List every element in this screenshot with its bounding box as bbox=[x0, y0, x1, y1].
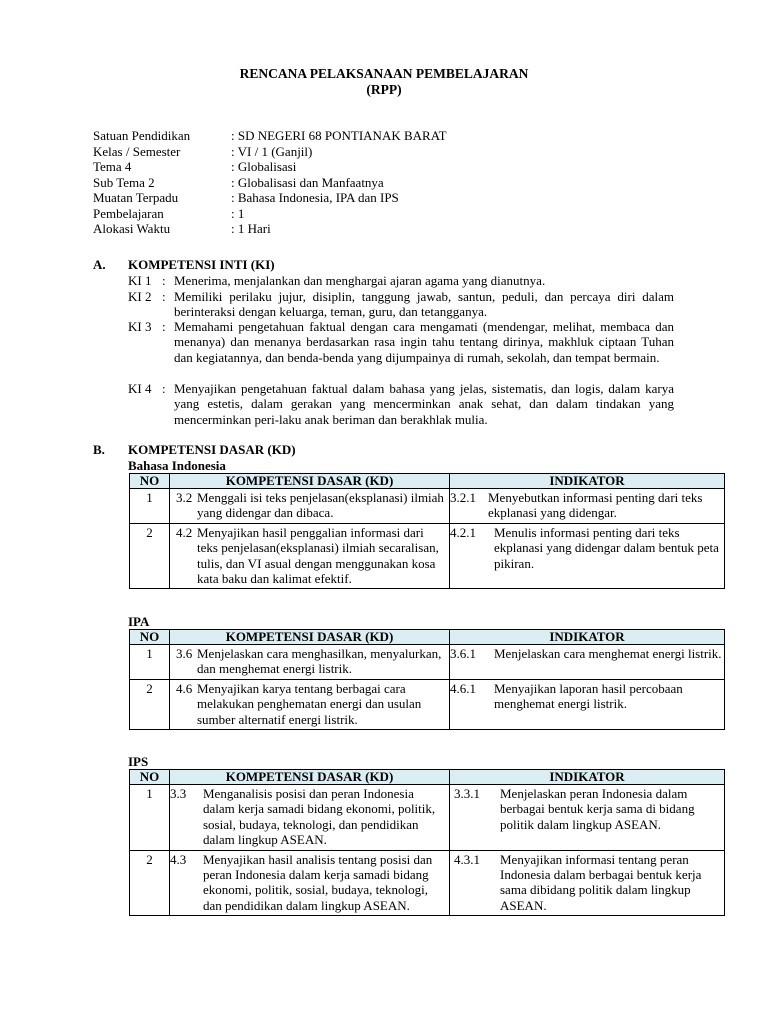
header-no: NO bbox=[130, 474, 170, 489]
indikator-cell bbox=[450, 679, 725, 729]
identity-row bbox=[93, 175, 384, 191]
indikator-number: 3.2.1 bbox=[450, 490, 476, 505]
ki-item bbox=[128, 289, 674, 320]
table-row bbox=[130, 645, 725, 680]
kd-cell bbox=[170, 645, 450, 680]
kd-number: 3.6 bbox=[176, 646, 193, 661]
section-title: KOMPETENSI INTI (KI) bbox=[128, 257, 275, 272]
ki-item bbox=[128, 381, 674, 427]
row-no: 1 bbox=[130, 489, 170, 524]
kd-cell bbox=[170, 785, 450, 851]
kd-text: Menyajikan hasil analisis tentang posisi dan peran Indonesia dalam kerja samadi bidang ekonomi, politik, sosial, budaya, teknologi, dan pendidikan dalam lingkup ASEAN. bbox=[203, 851, 433, 913]
kd-text: Menjelaskan cara menghasilkan, menyalurkan, dan menghemat energi listrik. bbox=[197, 646, 442, 677]
row-no: 2 bbox=[130, 523, 170, 589]
header-indikator: INDIKATOR bbox=[450, 630, 725, 645]
ki-code: KI 3 bbox=[128, 319, 152, 334]
table-row bbox=[130, 785, 725, 851]
indikator-text: Menyajikan laporan hasil percobaan menghemat energi listrik. bbox=[494, 680, 683, 712]
identity-value: : 1 bbox=[231, 205, 245, 221]
table-header-row bbox=[130, 474, 725, 489]
table-row bbox=[130, 489, 725, 524]
table-header-row bbox=[130, 770, 725, 785]
indikator-cell bbox=[450, 645, 725, 680]
row-no: 1 bbox=[130, 785, 170, 851]
table-header-row bbox=[130, 630, 725, 645]
indikator-number: 4.6.1 bbox=[450, 680, 476, 696]
ki-text: Memahami pengetahuan faktual dengan cara mengamati (mendengar, melihat, membaca dan menanya) dan menanya berdasarkan rasa ingin tahu tentang dirinya, makhluk ciptaan Tuhan dan kegiatannya, dan benda-benda yang dijumpainya di rumah, sekolah, dan tempat bermain. bbox=[174, 319, 674, 365]
ki-item bbox=[128, 273, 674, 288]
indikator-cell bbox=[450, 523, 725, 589]
ki-text: Menyajikan pengetahuan faktual dalam bahasa yang jelas, sistematis, dan logis, dalam karya yang estetis, dalam gerakan yang mencerminkan anak sehat, dan dalam tindakan yang mencerminkan peri-laku anak beriman dan berakhlak mulia. bbox=[174, 381, 674, 427]
kd-cell bbox=[170, 679, 450, 729]
indikator-text: Menyajikan informasi tentang peran Indonesia dalam berbagai bentuk kerja sama dibidang politik dalam lingkup ASEAN. bbox=[500, 851, 702, 913]
header-no: NO bbox=[130, 770, 170, 785]
identity-label: Pembelajaran bbox=[93, 205, 164, 221]
indikator-cell bbox=[450, 489, 725, 524]
kd-text: Menggali isi teks penjelasan(eksplanasi) ilmiah yang didengar dan dibaca. bbox=[197, 490, 444, 521]
ki-colon: : bbox=[162, 319, 166, 334]
identity-label: Sub Tema 2 bbox=[93, 174, 155, 190]
ki-item bbox=[128, 319, 674, 365]
header-indikator: INDIKATOR bbox=[450, 770, 725, 785]
kd-table-ipa bbox=[129, 629, 725, 730]
kd-cell bbox=[170, 489, 450, 524]
subject-heading-ips: IPS bbox=[128, 754, 149, 769]
kd-cell bbox=[170, 523, 450, 589]
kd-number: 4.2 bbox=[176, 524, 193, 540]
identity-value: : Bahasa Indonesia, IPA dan IPS bbox=[231, 190, 399, 205]
ki-code: KI 2 bbox=[128, 289, 152, 304]
indikator-number: 4.2.1 bbox=[450, 524, 476, 540]
identity-row bbox=[93, 221, 271, 237]
ki-code: KI 4 bbox=[128, 381, 152, 396]
kd-number: 3.2 bbox=[176, 490, 193, 505]
indikator-text: Menjelaskan cara menghemat energi listrik. bbox=[494, 646, 722, 661]
kd-number: 3.3 bbox=[170, 786, 187, 801]
section-letter: A. bbox=[93, 257, 106, 272]
ki-text: Memiliki perilaku jujur, disiplin, tanggung jawab, santun, peduli, dan percaya diri dalam berinteraksi dengan keluarga, teman, guru, dan tetangganya. bbox=[174, 289, 674, 320]
indikator-text: Menyebutkan informasi penting dari teks ekplanasi yang didengar. bbox=[488, 490, 703, 521]
identity-row bbox=[93, 190, 399, 206]
kd-text: Menyajikan karya tentang berbagai cara melakukan penghematan energi dan usulan sumber alternatif energi listrik. bbox=[197, 680, 422, 727]
identity-label: Satuan Pendidikan bbox=[93, 128, 191, 143]
header-indikator: INDIKATOR bbox=[450, 474, 725, 489]
identity-label: Tema 4 bbox=[93, 159, 132, 174]
identity-value: : SD NEGERI 68 PONTIANAK BARAT bbox=[231, 128, 447, 143]
subject-heading-bahasa: Bahasa Indonesia bbox=[128, 458, 226, 473]
indikator-cell bbox=[450, 785, 725, 851]
identity-row bbox=[93, 144, 312, 160]
identity-label: Muatan Terpadu bbox=[93, 190, 179, 205]
section-b-heading bbox=[93, 442, 296, 458]
identity-row bbox=[93, 159, 296, 175]
kd-text: Menyajikan hasil penggalian informasi dari teks penjelasan(eksplanasi) ilmiah secaralisan, tulis, dan VI asual dengan menggunakan kosa kata baku dan kalimat efektif. bbox=[197, 524, 439, 587]
section-a-heading bbox=[93, 257, 275, 273]
row-no: 1 bbox=[130, 645, 170, 680]
header-kd: KOMPETENSI DASAR (KD) bbox=[170, 474, 450, 489]
table-row bbox=[130, 523, 725, 589]
kd-text: Menganalisis posisi dan peran Indonesia dalam kerja samadi bidang ekonomi, politik, sosial, budaya, teknologi, dan pendidikan dalam lingkup ASEAN. bbox=[203, 786, 436, 848]
identity-value: : VI / 1 (Ganjil) bbox=[231, 143, 313, 159]
identity-row bbox=[93, 206, 244, 222]
subject-heading-ipa: IPA bbox=[128, 614, 150, 629]
kd-table-bahasa bbox=[129, 473, 725, 589]
kd-number: 4.3 bbox=[170, 851, 187, 867]
header-kd: KOMPETENSI DASAR (KD) bbox=[170, 770, 450, 785]
header-no: NO bbox=[130, 630, 170, 645]
kd-cell bbox=[170, 850, 450, 916]
ki-colon: : bbox=[162, 381, 166, 396]
document-subtitle: (RPP) bbox=[366, 82, 402, 97]
ki-code: KI 1 bbox=[128, 273, 152, 288]
indikator-text: Menjelaskan peran Indonesia dalam berbagai bentuk kerja sama di bidang politik dalam lingkup ASEAN. bbox=[500, 786, 695, 832]
header-kd: KOMPETENSI DASAR (KD) bbox=[170, 630, 450, 645]
kd-number: 4.6 bbox=[176, 680, 193, 696]
kd-table-ips bbox=[129, 769, 725, 916]
indikator-cell bbox=[450, 850, 725, 916]
identity-value: : 1 Hari bbox=[231, 221, 271, 236]
row-no: 2 bbox=[130, 679, 170, 729]
indikator-number: 3.3.1 bbox=[454, 786, 480, 801]
ki-colon: : bbox=[162, 289, 166, 304]
document-title: RENCANA PELAKSANAAN PEMBELAJARAN bbox=[239, 66, 529, 81]
identity-label: Alokasi Waktu bbox=[93, 221, 171, 236]
section-title: KOMPETENSI DASAR (KD) bbox=[128, 442, 296, 457]
table-row bbox=[130, 850, 725, 916]
section-letter: B. bbox=[93, 442, 105, 457]
identity-value: : Globalisasi bbox=[231, 159, 297, 174]
row-no: 2 bbox=[130, 850, 170, 916]
ki-colon: : bbox=[162, 273, 166, 288]
indikator-number: 4.3.1 bbox=[454, 851, 480, 867]
identity-value: : Globalisasi dan Manfaatnya bbox=[231, 174, 384, 190]
table-row bbox=[130, 679, 725, 729]
identity-row bbox=[93, 128, 447, 144]
identity-label: Kelas / Semester bbox=[93, 143, 181, 159]
indikator-number: 3.6.1 bbox=[450, 646, 476, 661]
indikator-text: Menulis informasi penting dari teks ekplanasi yang didengar dalam bentuk peta pikiran. bbox=[494, 524, 719, 571]
ki-text: Menerima, menjalankan dan menghargai ajaran agama yang dianutnya. bbox=[174, 273, 546, 288]
